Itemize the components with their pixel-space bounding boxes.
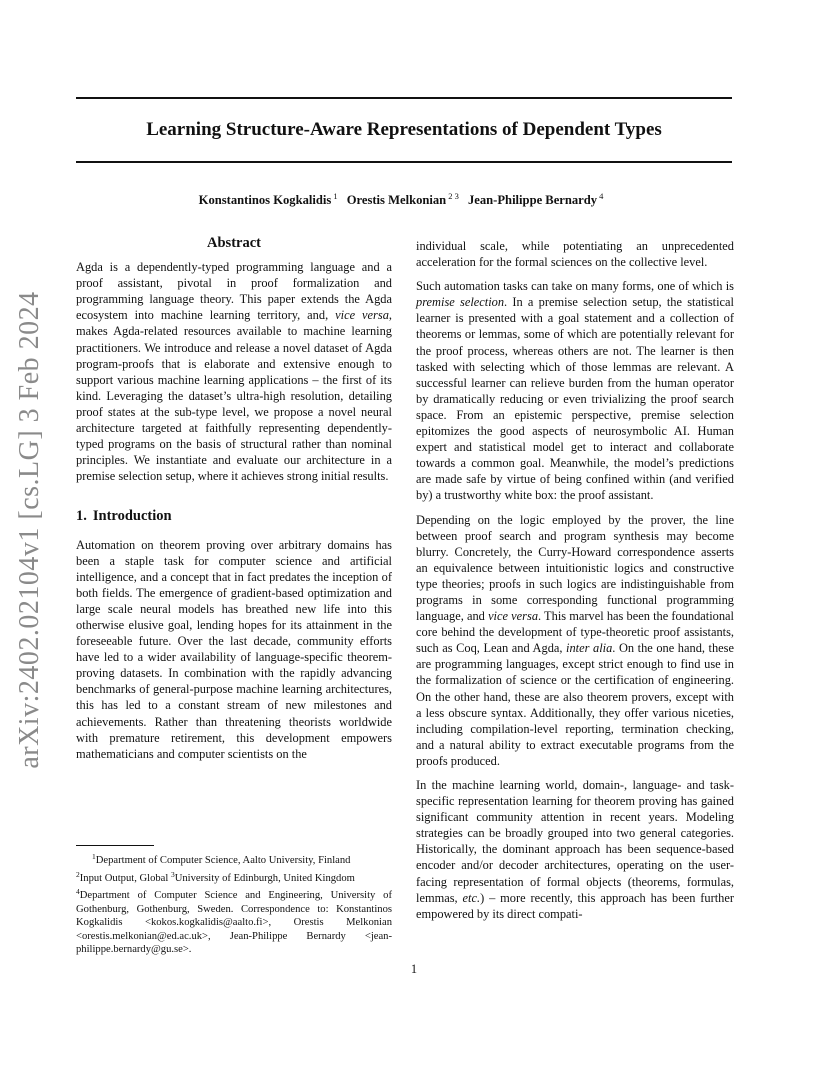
author-name: Konstantinos Kogkalidis (198, 193, 332, 207)
author-affiliation-mark: 1 (333, 191, 338, 201)
footnotes: $^1$Department of Computer Science, Aalto University, Finland $^2$Input Output, Global $^3$University of Edinburgh, United Kingdom $^4$Department of Computer Science and Engineering, University of Gothenburg, Gothenburg, Sweden. Correspondence to: Konstantinos Kogkalidis <kokos.kogkalidis@aalto.fi>, Orestis Melkonian <orestis.melkonian@ed.ac.uk>, Jean-Philippe Bernardy <jean-philippe.bernardy@gu.se>. (76, 852, 392, 955)
title-rule-bottom (76, 161, 732, 163)
section-heading-introduction: 1. Introduction (76, 508, 172, 525)
author-affiliation-mark: 2 3 (448, 191, 459, 201)
abstract-text: Agda is a dependently-typed programming language and a proof assistant, pivotal in proof formalization and programming language theory. This paper extends the Agda ecosystem into machine learning territory, and, vice versa, makes Agda-related resources available to machine learning practitioners. We introduce and release a novel dataset of Agda program-proofs that is elaborate and extensive enough to support various machine learning applications – the first of its kind. Leveraging the dataset’s ultra-high resolution, detailing proof states at the sub-type level, we propose a novel neural architecture targeted at faithfully representing dependently-typed programs on the basis of structural rather than nominal principles. We instantiate and evaluate our architecture in a premise selection setup, where it achieves strong initial results. (76, 260, 392, 484)
author-affiliation-mark: 4 (599, 191, 604, 201)
paper-title: Learning Structure-Aware Representations of Dependent Types (146, 119, 662, 140)
body-paragraph: Such automation tasks can take on many forms, one of which is premise selection. In a premise selection setup, the statistical learner is presented with a goal statement and a collection of theorems or lemmas, some of which are potentially relevant for the proof process, whereas others are not. The learner is then tasked with selecting which of those lemmas are relevant. A successful learner can relieve burden from the human operator by dramatically reducing or even trivializing the proof search space. From an epistemic perspective, premise selection epitomizes the good aspects of neurosymbolic AI. Human expert and statistical model get to interact and collaborate towards a common goal. Meanwhile, the model’s predictions are made safe by virtue of being confined within (and verified by) a trustworthy white box: the proof assistant. (416, 279, 735, 503)
author-list (76, 191, 732, 208)
title-rule-top (76, 97, 732, 99)
page-number: 1 (410, 962, 418, 976)
left-column (76, 235, 392, 770)
arxiv-identifier-stamp (6, 290, 54, 770)
abstract-heading: Abstract (207, 235, 261, 251)
intro-paragraph: Automation on theorem proving over arbitrary domains has been a staple task for computer science and artificial intelligence, and a concept that in fact predates the inception of both fields. The emergence of gradient-based optimization and large scale neural models has breathed new life into this otherwise elusive goal, lending hopes for its attainment in the foreseeable future. Over the last decade, community efforts have led to a wider availability of language-specific theorem-proving datasets. In combination with the rapidly advancing benchmarks of general-purpose machine learning architectures, this has led to a constant stream of new milestones and achievements. Rather than threatening theorists worldwide with premature retirement, this development empowers mathematicians and computer scientists on the (76, 537, 392, 761)
body-paragraph: individual scale, while potentiating an unprecedented acceleration for the formal sciences on the collective level. (416, 239, 734, 270)
body-paragraph: Depending on the logic employed by the prover, the line between proof search and program synthesis may become blurry. Concretely, the Curry-Howard correspondence asserts an equivalence between intuitionistic logics and constructive type theories; proofs in such logics are indistinguishable from programs in some corresponding functional programming language, and vice versa. This marvel has been the foundational core behind the development of type-theoretic proof assistants, such as Coq, Lean and Agda, inter alia. On the one hand, these are programming languages, except strict enough to find use in the formalization of science or the certification of engineering. On the other hand, these are also theorem provers, except with a less obscure syntax. Additionally, they offer various niceties, including compilation-level reporting, termination checking, and a natural ability to extract executable programs from the proofs produced. (416, 512, 735, 768)
arxiv-identifier-text: arXiv:2402.02104v1 [cs.LG] 3 Feb 2024 (14, 291, 45, 769)
body-paragraph: In the machine learning world, domain-, language- and task-specific representation learning for theorem proving has gained significant community attention in recent years. Modeling strategies can be broadly grouped into two general categories. Historically, the dominant approach has been sequence-based encoder and/or decoder architectures, operating on the user-facing representation of formal objects (theorems, formulas, lemmas, etc.) – more recently, this approach has been further empowered by its direct compati- (416, 778, 734, 921)
right-column (416, 238, 734, 930)
author-name: Orestis Melkonian (346, 193, 447, 207)
author-name: Jean-Philippe Bernardy (467, 193, 598, 207)
footnote-rule (76, 845, 154, 846)
